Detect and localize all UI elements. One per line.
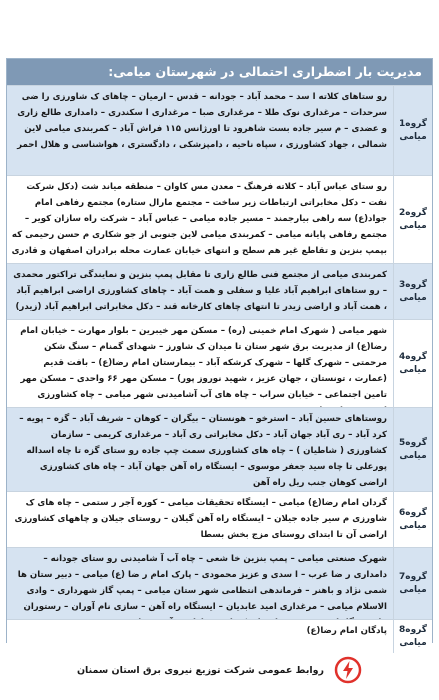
group-row-1: [7, 85, 432, 175]
group-place: میامی: [399, 584, 427, 595]
group-rows: [7, 85, 432, 653]
group-name: گروه2: [398, 207, 427, 218]
group-place: میامی: [399, 520, 427, 531]
group-areas: شهر میامی ( شهرک امام خمینی (ره) – مسکن مهر خیبرین – بلوار مهارت – خیابان امام رضا(ع) از مدیریت برق شهر ستان تا میدان ک شاورز – شهدای گمنام – سنگ شکن مرحمتی – شهرک گلها – شهرک کرشکه آباد – بیمارستان امام رضا(ع) – بافت قدیم (عمارت ، تونستان ، جهان عزیز ، شهید نوروز پور) – مسکن مهر ۶۶ واحدی – مسکن مهر تامین اجتماعی – خیابان سراب – چاه های آب آشامیدنی شهر میامی – چاه کشاورزی: [20, 326, 387, 400]
group-place: میامی: [399, 450, 427, 461]
group-name: گروه7: [398, 571, 427, 582]
group-label: [393, 86, 432, 175]
group-areas: رو ستای عباس آباد – کلاته فرهنگ – معدن مس کاوان – منطقه میاند شت (دکل شرکت نفت – دکل مخابراتی ارتباطات زیر ساخت – مجتمع مارال ستاره) مجتمع رفاهی امام جواد(ع) سه راهی بیارجمند – مسیر جاده میامی – عباس آباد – شرکت راه سازان کویر – مجتمع رفاهی پایانه میامی – کمربندی میامی لاین جنوبی از جو شکاری م حسن رحیمی که بپمپ بنزین و تقاطع غیر هم سطح و انتهای خیابان عمارت محله برادران اصفهان و قادری: [11, 182, 387, 256]
group-name: گروه8: [398, 624, 427, 635]
group-row-4: [7, 319, 432, 407]
group-label: [393, 320, 432, 407]
group-row-2: [7, 175, 432, 263]
group-label: [393, 264, 432, 319]
footer: [0, 650, 439, 690]
group-place: میامی: [399, 131, 427, 142]
group-row-5: [7, 407, 432, 491]
group-areas: کمربندی میامی از مجتمع فنی طالع زاری تا مقابل پمپ بنزین و نمایندگی تراکتور محمدی – رو ستاهای ابراهیم آباد علیا و سفلی و همت آباد – چاهای کشاورزی اراضی ابراهیم آباد ، همت آباد و اراضی زیدر تا انتهای چاهای کارخانه قند – دکل مخابراتی ابراهیم آباد (زیدر): [13, 270, 387, 312]
group-place: میامی: [399, 292, 427, 303]
group-name: گروه3: [398, 279, 427, 290]
group-name: گروه5: [398, 437, 427, 448]
group-areas: روستاهای حسین آباد – استرخو – هونستان – بیگران – کوهان – شریف آباد – گزه – پویه – کرد آباد – ری آباد جهان آباد – دکل مخابراتی ری آباد – مرغداری کریمی – سازمان کشاورزی ( شاطیان ) – چاه های کشاورزی سمت چپ جاده رو ستای گزه تا چاه اسداله پورعلی تا چاه سید جعفر موسوی – ایستگاه راه آهن جهان آباد – چاه های کشاورزی اراضی کوهان جنب ریل راه آهن: [19, 414, 387, 488]
group-areas: گردان امام رضا(ع) میامی – ایستگاه تحقیقات میامی – کوره آجر ر ستمی – چاه های ک شاورزی م سیر جاده جیلان – ایستگاه راه آهن گیلان – روستای جیلان و چاههای کشاورزی اراضی آن تا ابتدای روستای مزج بخش بسطا: [14, 498, 387, 540]
group-row-8: [7, 619, 432, 653]
group-label: [393, 408, 432, 491]
group-row-3: [7, 263, 432, 319]
table-title: مدیریت بار اضطراری احتمالی در شهرستان میامی:: [7, 59, 432, 85]
group-name: گروه1: [398, 118, 427, 129]
group-place: میامی: [399, 637, 427, 648]
group-label: [393, 548, 432, 619]
footer-text: روابط عمومی شرکت توزیع نیروی برق استان سمنان: [76, 664, 325, 676]
group-row-6: [7, 491, 432, 547]
group-name: گروه6: [398, 507, 427, 518]
group-label: [393, 492, 432, 547]
group-place: میامی: [399, 364, 427, 375]
group-label: [393, 620, 432, 653]
outage-schedule-table: [6, 58, 433, 648]
group-row-7: [7, 547, 432, 619]
group-areas: پادگان امام رضا(ع): [306, 626, 387, 636]
group-areas: شهرک صنعتی میامی – پمپ بنزین خا شعی – چاه آب آ شامیدنی رو ستای جودانه – دامداری ر ضا عرب – ا سدی و عزیز محمودی – پارک امام ر ضا (ع) میامی – دبیر ستان ها شمی نژاد و باهنر – فرماندهی انتظامی شهر ستان میامی – پمپ گاز شهرداری – وادی الاسلام میامی – مرغداری امید عابدیان – ایستگاه راه آهن – سازی نام آوران – رستوران: [17, 554, 387, 612]
group-areas: رو ستاهای کلاته ا سد – محمد آباد – جودانه – قدس – ارمیان – چاهای ک شاورزی را ضی سرحدات – مرغداری نوک طلا – مرغداری صبا – مرغداری ا سکندری – دامداری طالع زاری و عضدی – م سیر جاده بست شاهرود تا اورژانس ۱۱۵ فراش آباد – کمربندی میامی لاین شمالی ، جهاد کشاورزی ، سپاه ناحیه ، دامپزشکی ، دادگستری ، هواشناسی و هلال احمر: [17, 92, 387, 150]
group-label: [393, 176, 432, 263]
group-place: میامی: [399, 220, 427, 231]
power-distribution-logo-icon: [334, 656, 362, 684]
group-name: گروه4: [398, 351, 427, 362]
